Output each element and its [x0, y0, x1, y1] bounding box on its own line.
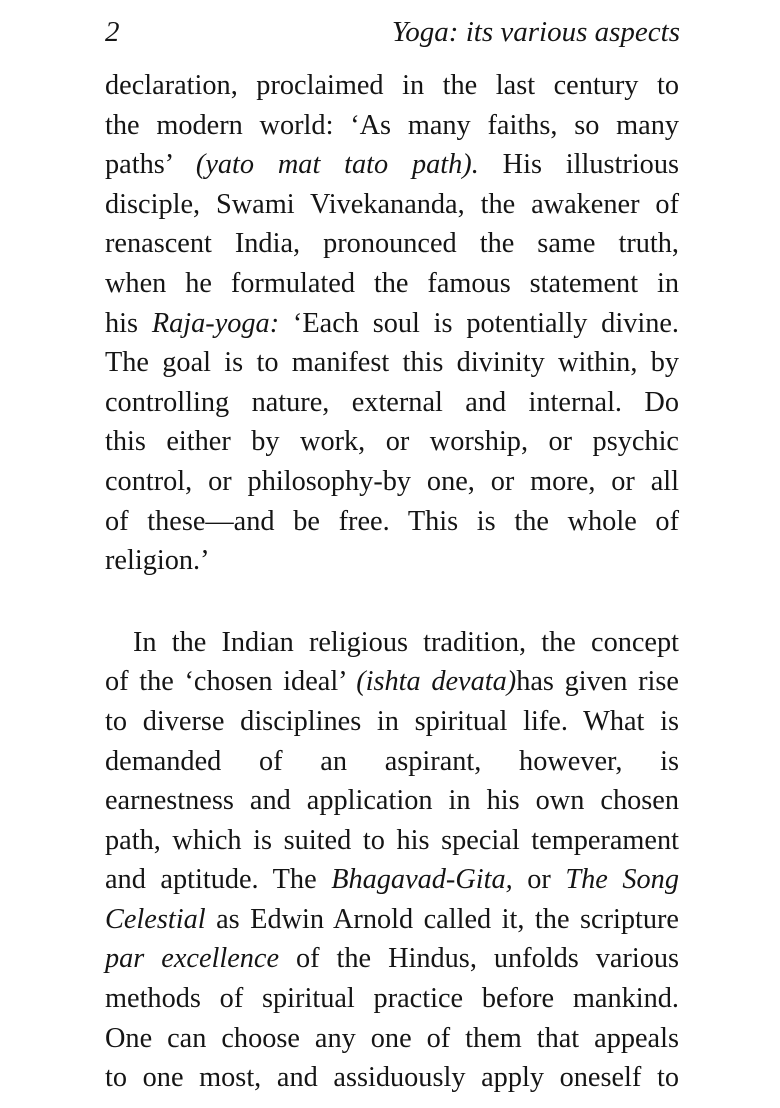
text-run: of the Hindus, unfolds various [279, 943, 679, 975]
italic-phrase: (ishta devata) [356, 666, 517, 698]
italic-phrase: (yato mat tato path). [195, 149, 479, 181]
text-line [105, 939, 679, 979]
text-line: In the Indian religious tradition, the concept [133, 626, 679, 658]
text-line: path, which is suited to his special temperament [105, 824, 679, 856]
text-line [105, 662, 679, 702]
text-line: the modern world: ‘As many faiths, so many [105, 109, 679, 141]
text-run: has given rise [516, 666, 679, 698]
text-line: The goal is to manifest this divinity within, by [105, 347, 679, 379]
text-line [105, 145, 679, 185]
text-line: religion.’ [105, 545, 210, 577]
italic-phrase: Bhagavad-Gita, [331, 864, 513, 896]
text-run: ‘Each soul is potentially divine. [279, 307, 679, 339]
text-run: as Edwin Arnold called it, the scripture [205, 903, 679, 935]
italic-phrase: Celestial [105, 903, 206, 935]
text-run: and aptitude. The [105, 864, 332, 896]
paragraph-gap [105, 581, 679, 623]
text-line: demanded of an aspirant, however, is [105, 745, 679, 777]
text-run: paths’ [105, 149, 196, 181]
paragraph-1 [105, 66, 679, 581]
text-line [105, 860, 679, 900]
text-line [105, 900, 679, 940]
text-line: disciple, Swami Vivekananda, the awakener of [105, 188, 679, 220]
text-line [105, 304, 679, 344]
text-line: this either by work, or worship, or psychic [105, 426, 679, 458]
text-line: methods of spiritual practice before mankind. [105, 983, 679, 1015]
text-line: to diverse disciplines in spiritual life. What is [105, 705, 679, 737]
text-line: of these—and be free. This is the whole of [105, 505, 679, 537]
italic-phrase: Raja-yoga: [151, 307, 280, 339]
text-run: His illustrious [478, 149, 679, 181]
running-title: Yoga: its various aspects [391, 16, 680, 48]
paragraph-2 [105, 623, 679, 1098]
body-text [105, 66, 679, 1098]
text-line: declaration, proclaimed in the last century to [105, 70, 679, 101]
text-line: controlling nature, external and internal. Do [105, 386, 679, 418]
text-run: or [512, 864, 566, 896]
text-line: renascent India, pronounced the same truth, [105, 228, 679, 260]
page-number: 2 [105, 16, 120, 48]
text-line: One can choose any one of them that appeals [105, 1022, 679, 1054]
text-run: his [105, 307, 152, 339]
italic-phrase: The Song [565, 864, 679, 896]
text-line: control, or philosophy-by one, or more, or all [105, 465, 679, 497]
text-line: when he formulated the famous statement in [105, 267, 679, 299]
text-run: of the ‘chosen ideal’ [105, 666, 357, 698]
running-head [105, 12, 680, 52]
italic-phrase: par excellence [105, 943, 280, 975]
text-line: to one most, and assiduously apply oneself to [105, 1062, 679, 1094]
text-line: earnestness and application in his own chosen [105, 785, 679, 817]
